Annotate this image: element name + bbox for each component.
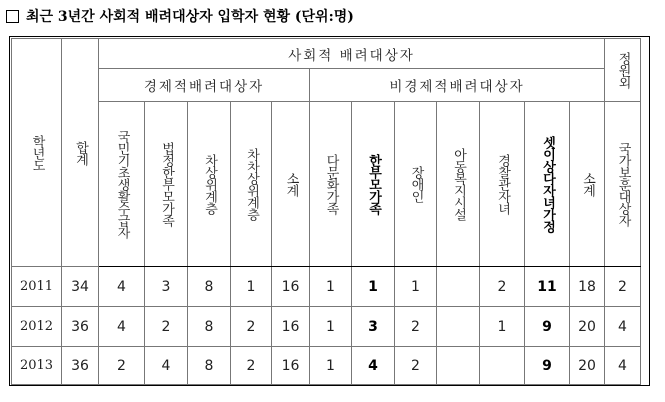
header-social: 사회적 배려대상자: [99, 39, 605, 69]
cell: 1: [480, 307, 525, 347]
cell: 4: [99, 307, 145, 347]
cell: 4: [352, 347, 395, 385]
cell-year: 2013: [12, 347, 62, 385]
col-header: 차상위계층: [188, 102, 231, 267]
checkbox-icon: [6, 10, 19, 23]
col-header: 국민기초생활수급자: [99, 102, 145, 267]
cell: 1: [310, 267, 352, 307]
cell: 4: [605, 347, 641, 385]
col-header: 경찰관자녀: [480, 102, 525, 267]
cell: 2: [395, 307, 437, 347]
cell: 1: [310, 307, 352, 347]
cell: 1: [395, 267, 437, 307]
col-header: 아동복지시설: [437, 102, 480, 267]
cell: 16: [272, 347, 310, 385]
col-header: 소계: [570, 102, 605, 267]
cell: 4: [145, 347, 188, 385]
cell: 11: [525, 267, 570, 307]
cell: 16: [272, 307, 310, 347]
col-header: 차차상위계층: [231, 102, 272, 267]
cell: 1: [352, 267, 395, 307]
cell: 2: [480, 267, 525, 307]
header-noneconomic: 비경제적배려대상자: [310, 69, 605, 102]
header-outside-quota: 정원외: [605, 39, 641, 102]
table-row: [12, 347, 641, 385]
cell: 8: [188, 267, 231, 307]
cell: [480, 347, 525, 385]
cell: 9: [525, 307, 570, 347]
cell: 20: [570, 347, 605, 385]
cell: 1: [231, 267, 272, 307]
col-header: 국가보훈대상자: [605, 102, 641, 267]
cell-total: 36: [62, 347, 99, 385]
header-total: 합계: [62, 39, 99, 267]
cell: 20: [570, 307, 605, 347]
cell: 18: [570, 267, 605, 307]
cell: 4: [605, 307, 641, 347]
col-header: 법정한부모가족: [145, 102, 188, 267]
cell: 8: [188, 307, 231, 347]
cell: 2: [231, 307, 272, 347]
col-header: 셋이상다자녀가정: [525, 102, 570, 267]
col-header: 한부모가족: [352, 102, 395, 267]
col-header: 소계: [272, 102, 310, 267]
header-economic: 경제적배려대상자: [99, 69, 310, 102]
cell-total: 36: [62, 307, 99, 347]
cell: 2: [395, 347, 437, 385]
cell: 9: [525, 347, 570, 385]
cell: 2: [605, 267, 641, 307]
cell: 16: [272, 267, 310, 307]
cell: 1: [310, 347, 352, 385]
cell-year: 2011: [12, 267, 62, 307]
cell: 3: [145, 267, 188, 307]
cell: 4: [99, 267, 145, 307]
col-header: 장애인: [395, 102, 437, 267]
table-row: [12, 267, 641, 307]
cell: [437, 347, 480, 385]
header-year: 학년도: [12, 39, 62, 267]
col-header: 다문화가족: [310, 102, 352, 267]
cell: 8: [188, 347, 231, 385]
cell: [437, 267, 480, 307]
data-table-frame: [9, 36, 650, 386]
cell-total: 34: [62, 267, 99, 307]
table-row: [12, 307, 641, 347]
admission-table: [11, 38, 641, 385]
table-title-text: 최근 3년간 사회적 배려대상자 입학자 현황 (단위:명): [26, 9, 354, 25]
cell: 3: [352, 307, 395, 347]
table-title: [6, 4, 354, 28]
cell: [437, 307, 480, 347]
cell-year: 2012: [12, 307, 62, 347]
cell: 2: [99, 347, 145, 385]
cell: 2: [145, 307, 188, 347]
cell: 2: [231, 347, 272, 385]
